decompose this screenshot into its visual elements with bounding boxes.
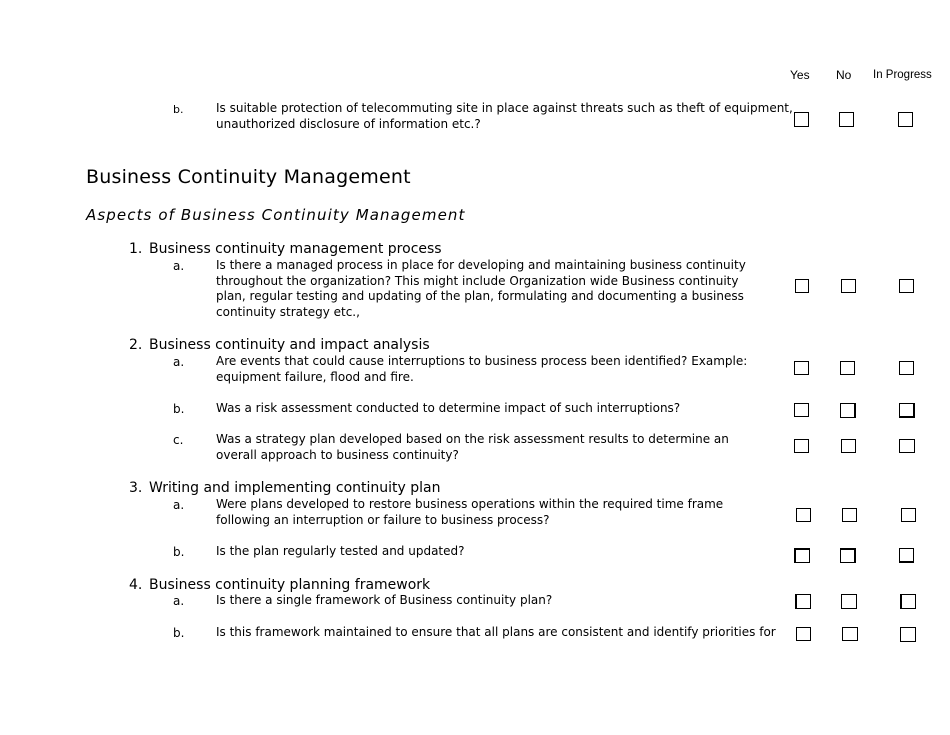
section-number: 4. (129, 577, 143, 593)
checkbox-no[interactable] (839, 112, 854, 127)
checkbox-yes[interactable] (794, 439, 809, 453)
checkbox-no[interactable] (841, 439, 856, 453)
question-line: overall approach to business continuity? (216, 447, 459, 462)
section-heading: Business continuity management process (149, 241, 442, 257)
question-line: Is the plan regularly tested and updated? (216, 544, 465, 558)
checkbox-yes[interactable] (794, 403, 809, 417)
checkbox-in-progress[interactable] (900, 627, 916, 642)
checkbox-yes[interactable] (794, 112, 809, 127)
checkbox-no[interactable] (840, 548, 856, 563)
question-line: Is suitable protection of telecommuting site in place against threats such as theft of equipment, (216, 101, 793, 115)
question-line: Is this framework maintained to ensure that all plans are consistent and identify priorities for (216, 625, 776, 639)
question-text (216, 593, 791, 609)
checkbox-yes[interactable] (794, 548, 810, 563)
checkbox-no[interactable] (841, 594, 857, 609)
section-number: 2. (129, 337, 143, 353)
column-header-yes: Yes (790, 68, 810, 82)
checkbox-no[interactable] (840, 403, 856, 418)
checkbox-in-progress[interactable] (900, 594, 916, 609)
checkbox-in-progress[interactable] (899, 279, 914, 293)
checkbox-no[interactable] (841, 279, 856, 293)
question-text (216, 401, 791, 417)
section-heading: Writing and implementing continuity plan (149, 480, 441, 496)
checkbox-in-progress[interactable] (899, 361, 914, 375)
question-line: Is there a single framework of Business continuity plan? (216, 593, 553, 607)
question-letter: a. (173, 355, 185, 369)
question-letter: c. (173, 433, 184, 447)
checkbox-in-progress[interactable] (899, 439, 915, 453)
checkbox-in-progress[interactable] (899, 548, 914, 563)
checkbox-yes[interactable] (794, 361, 809, 375)
question-text (216, 497, 791, 528)
checkbox-yes[interactable] (795, 279, 809, 293)
question-letter: a. (173, 259, 185, 273)
question-line: Is there a managed process in place for developing and maintaining business continuity (216, 258, 746, 272)
question-text (216, 625, 791, 641)
question-line: Were plans developed to restore business operations within the required time frame (216, 497, 724, 511)
checkbox-yes[interactable] (796, 508, 811, 522)
checkbox-no[interactable] (840, 361, 855, 375)
question-line: Was a strategy plan developed based on the risk assessment results to determine an (216, 432, 729, 446)
column-header-in-progress: In Progress (873, 69, 932, 81)
checkbox-yes[interactable] (795, 594, 811, 609)
checkbox-no[interactable] (842, 627, 858, 641)
question-line: throughout the organization? This might include Organization wide Business continuity (216, 273, 739, 288)
question-line: equipment failure, flood and fire. (216, 369, 414, 384)
question-text (216, 432, 791, 463)
question-letter: a. (173, 498, 185, 512)
checkbox-no[interactable] (842, 508, 857, 522)
question-text (216, 544, 791, 560)
section-heading: Business continuity and impact analysis (149, 337, 430, 353)
section-number: 1. (129, 241, 143, 257)
question-line: unauthorized disclosure of information etc.? (216, 116, 481, 131)
column-header-no: No (836, 68, 852, 82)
question-line: continuity strategy etc., (216, 304, 360, 319)
question-text (216, 101, 791, 132)
question-text (216, 258, 791, 320)
question-line: Was a risk assessment conducted to determine impact of such interruptions? (216, 401, 681, 415)
question-letter: b. (173, 545, 185, 559)
page-title: Business Continuity Management (86, 166, 411, 188)
checkbox-yes[interactable] (796, 627, 811, 641)
question-line: following an interruption or failure to business process? (216, 512, 550, 527)
checkbox-in-progress[interactable] (898, 112, 913, 127)
section-subtitle: Aspects of Business Continuity Management (86, 206, 466, 224)
question-line: Are events that could cause interruptions to business process been identified? Example: (216, 354, 748, 368)
question-letter: b. (173, 402, 185, 416)
section-number: 3. (129, 480, 143, 496)
section-heading: Business continuity planning framework (149, 577, 431, 593)
question-letter: b. (173, 103, 184, 116)
checkbox-in-progress[interactable] (901, 508, 916, 522)
question-letter: a. (173, 594, 185, 608)
question-text (216, 354, 791, 385)
question-line: plan, regular testing and updating of the plan, formulating and documenting a business (216, 289, 744, 303)
question-letter: b. (173, 626, 185, 640)
checkbox-in-progress[interactable] (899, 403, 915, 418)
